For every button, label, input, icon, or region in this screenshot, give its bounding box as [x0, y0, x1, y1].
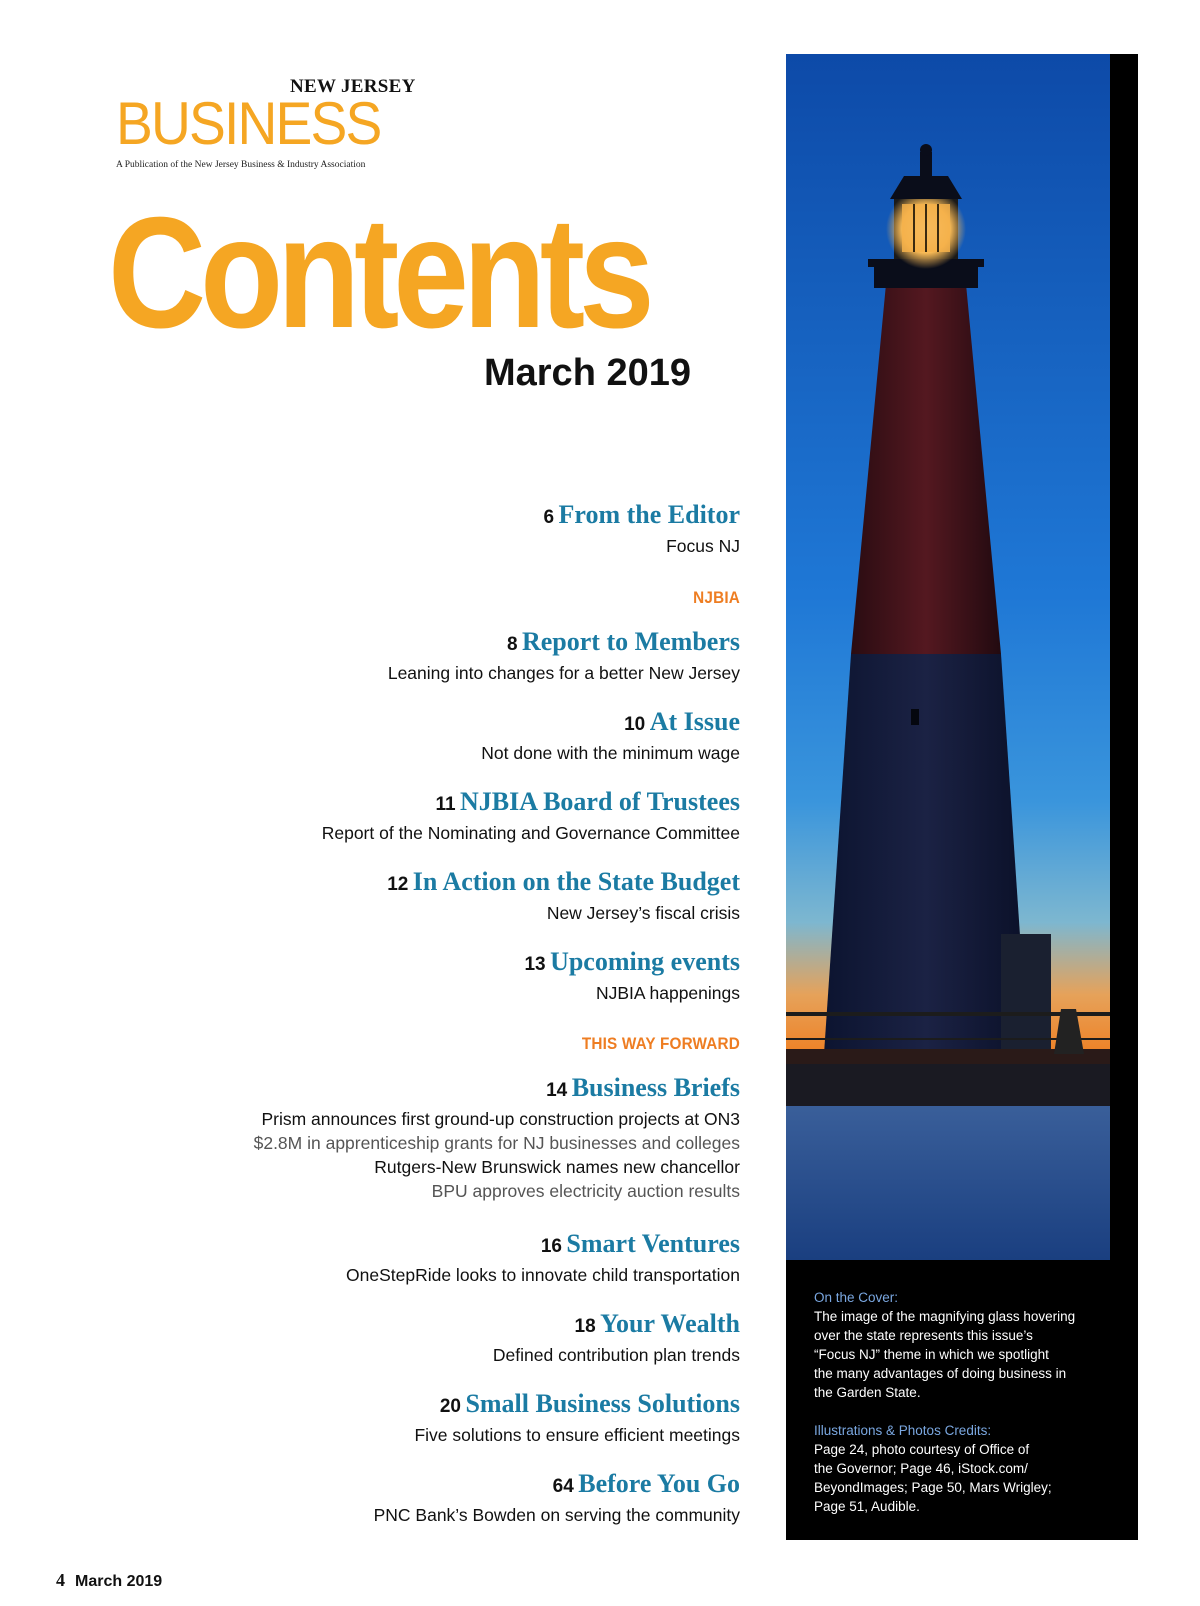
toc-subtitle: Defined contribution plan trends	[492, 1345, 740, 1365]
toc-page-number: 10	[624, 714, 646, 735]
toc-page-number: 18	[574, 1316, 596, 1337]
toc-entry-at-issue[interactable]	[120, 707, 740, 765]
toc-title[interactable]: From the Editor	[558, 500, 740, 529]
toc-page-number: 12	[387, 874, 409, 895]
toc-subtitle: Rutgers-New Brunswick names new chancellor	[374, 1157, 740, 1177]
page-title: Contents	[108, 185, 649, 361]
toc-entry-report-to-members[interactable]	[120, 627, 740, 685]
issue-date: March 2019	[483, 352, 691, 394]
toc-page-number: 14	[546, 1080, 568, 1101]
cover-caption-heading: On the Cover:	[814, 1290, 899, 1305]
toc-entry-smart-ventures[interactable]	[120, 1229, 740, 1287]
masthead-tagline: A Publication of the New Jersey Business & Industry Association	[116, 160, 366, 170]
cover-caption-line: the Garden State.	[814, 1385, 921, 1400]
section-label-njbia: NJBIA	[693, 588, 740, 607]
cover-caption-line: the many advantages of doing business in	[814, 1366, 1067, 1381]
toc-title[interactable]: In Action on the State Budget	[412, 867, 740, 896]
table-of-contents	[120, 500, 740, 1527]
credits-line: the Governor; Page 46, iStock.com/	[814, 1461, 1028, 1476]
section-label-this-way-forward: THIS WAY FORWARD	[581, 1034, 740, 1053]
toc-subtitle: NJBIA happenings	[596, 983, 740, 1003]
cover-caption-line: The image of the magnifying glass hovering	[814, 1309, 1076, 1324]
toc-entry-small-business-solutions[interactable]	[120, 1389, 740, 1447]
toc-subtitle: Focus NJ	[666, 536, 740, 556]
toc-title[interactable]: Upcoming events	[550, 947, 740, 976]
toc-subtitle: OneStepRide looks to innovate child transportation	[346, 1265, 740, 1285]
toc-page-number: 20	[439, 1396, 461, 1417]
toc-entry-from-the-editor[interactable]	[120, 500, 740, 558]
toc-title[interactable]: Small Business Solutions	[465, 1389, 740, 1418]
toc-page-number: 6	[543, 507, 555, 528]
toc-subtitle: Prism announces first ground-up construction projects at ON3	[261, 1109, 740, 1129]
toc-entry-board-of-trustees[interactable]	[120, 787, 740, 845]
toc-subtitle: Leaning into changes for a better New Jersey	[387, 663, 740, 683]
toc-subtitle: BPU approves electricity auction results	[431, 1181, 740, 1201]
masthead-state: NEW JERSEY	[290, 76, 416, 97]
lighthouse-illustration	[786, 54, 1110, 1260]
credits-line: BeyondImages; Page 50, Mars Wrigley;	[814, 1480, 1052, 1495]
toc-title[interactable]: Business Briefs	[571, 1073, 740, 1102]
toc-entry-upcoming-events[interactable]	[120, 947, 740, 1005]
credits-line: Page 24, photo courtesy of Office of	[814, 1442, 1030, 1457]
toc-entry-business-briefs[interactable]	[120, 1073, 740, 1203]
toc-title[interactable]: NJBIA Board of Trustees	[460, 787, 740, 816]
toc-subtitle: New Jersey’s fiscal crisis	[546, 903, 740, 923]
credits-heading: Illustrations & Photos Credits:	[814, 1423, 992, 1438]
cover-caption	[814, 1288, 1114, 1516]
toc-entry-before-you-go[interactable]	[120, 1469, 740, 1527]
cover-caption-line: over the state represents this issue’s	[814, 1328, 1033, 1343]
toc-entry-your-wealth[interactable]	[120, 1309, 740, 1367]
masthead-brand: BUSINESS	[116, 90, 381, 157]
toc-title[interactable]: At Issue	[649, 707, 740, 736]
toc-page-number: 64	[552, 1476, 574, 1497]
toc-title[interactable]: Report to Members	[521, 627, 740, 656]
footer-date: March 2019	[75, 1573, 163, 1590]
toc-title[interactable]: Before You Go	[578, 1469, 740, 1498]
toc-page-number: 16	[540, 1236, 562, 1257]
page-number: 4	[56, 1570, 65, 1590]
credits-line: Page 51, Audible.	[814, 1499, 920, 1514]
toc-page-number: 13	[524, 954, 546, 975]
page-footer	[56, 1570, 162, 1591]
toc-page-number: 8	[506, 634, 518, 655]
toc-title[interactable]: Smart Ventures	[566, 1229, 740, 1258]
toc-entry-state-budget[interactable]	[120, 867, 740, 925]
toc-subtitle: Report of the Nominating and Governance Committee	[321, 823, 740, 843]
toc-subtitle: $2.8M in apprenticeship grants for NJ businesses and colleges	[253, 1133, 740, 1153]
toc-title[interactable]: Your Wealth	[600, 1309, 740, 1338]
cover-photo-lighthouse	[786, 54, 1110, 1260]
toc-page-number: 11	[435, 794, 456, 815]
cover-caption-line: “Focus NJ” theme in which we spotlight	[814, 1347, 1049, 1362]
cover-photo-panel	[786, 54, 1138, 1540]
toc-subtitle: PNC Bank’s Bowden on serving the community	[373, 1505, 740, 1525]
toc-subtitle: Five solutions to ensure efficient meetings	[414, 1425, 740, 1445]
toc-subtitle: Not done with the minimum wage	[481, 743, 740, 763]
